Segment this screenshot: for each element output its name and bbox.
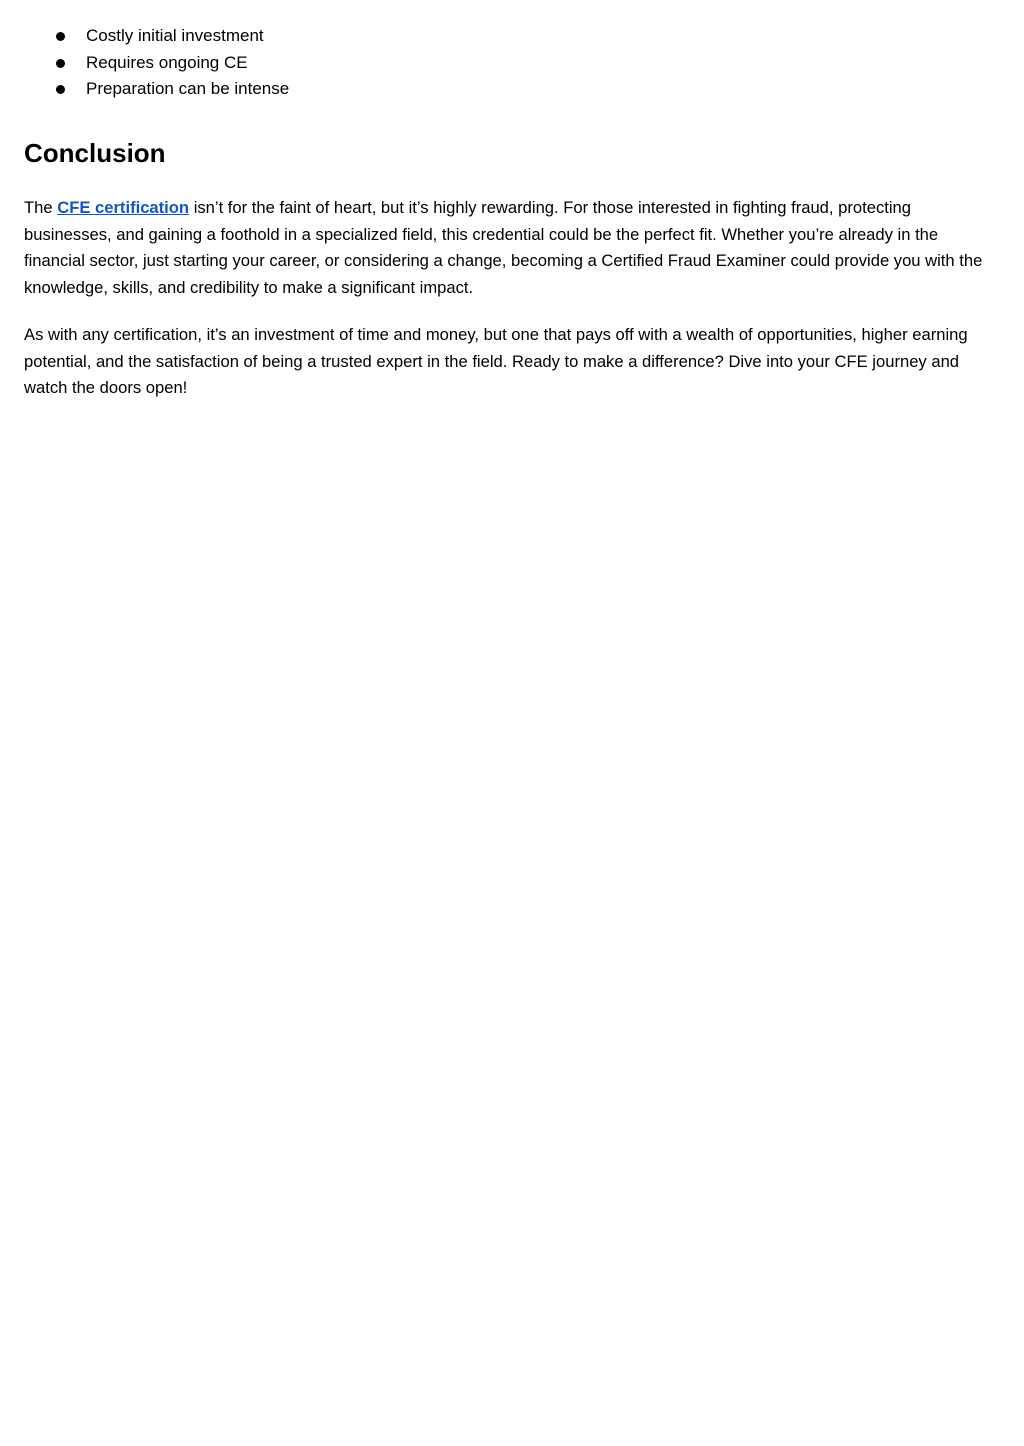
list-item-text: Preparation can be intense — [86, 79, 290, 98]
cfe-certification-link[interactable]: CFE certification — [57, 198, 190, 217]
bullet-icon — [56, 85, 65, 94]
conclusion-heading: Conclusion — [24, 138, 166, 168]
bullet-icon — [56, 32, 65, 41]
conclusion-paragraph-1 — [24, 195, 1000, 301]
list-item-text: Requires ongoing CE — [86, 52, 248, 72]
bullet-icon — [56, 59, 65, 68]
conclusion-paragraph-2: As with any certification, it’s an investment of time and money, but one that pays off with a wealth of opportunities, higher earning potential, and the satisfaction of being a trusted expert in the field. Ready to make a difference? Dive into your CFE journey and watch the doors open! — [24, 325, 968, 397]
list-item-text: Costly initial investment — [86, 26, 264, 45]
paragraph-suffix: isn’t for the faint of heart, but it’s highly rewarding. For those interested in fighting fraud, protecting businesses, and gaining a foothold in a specialized field, this credential could be the perfect fit. Whether you’re already in the financial sector, just starting your career, or considering a change, becoming a Certified Fraud Examiner could provide you with the knowledge, skills, and credibility to make a significant impact. — [24, 198, 983, 297]
paragraph-prefix: The — [24, 198, 58, 217]
